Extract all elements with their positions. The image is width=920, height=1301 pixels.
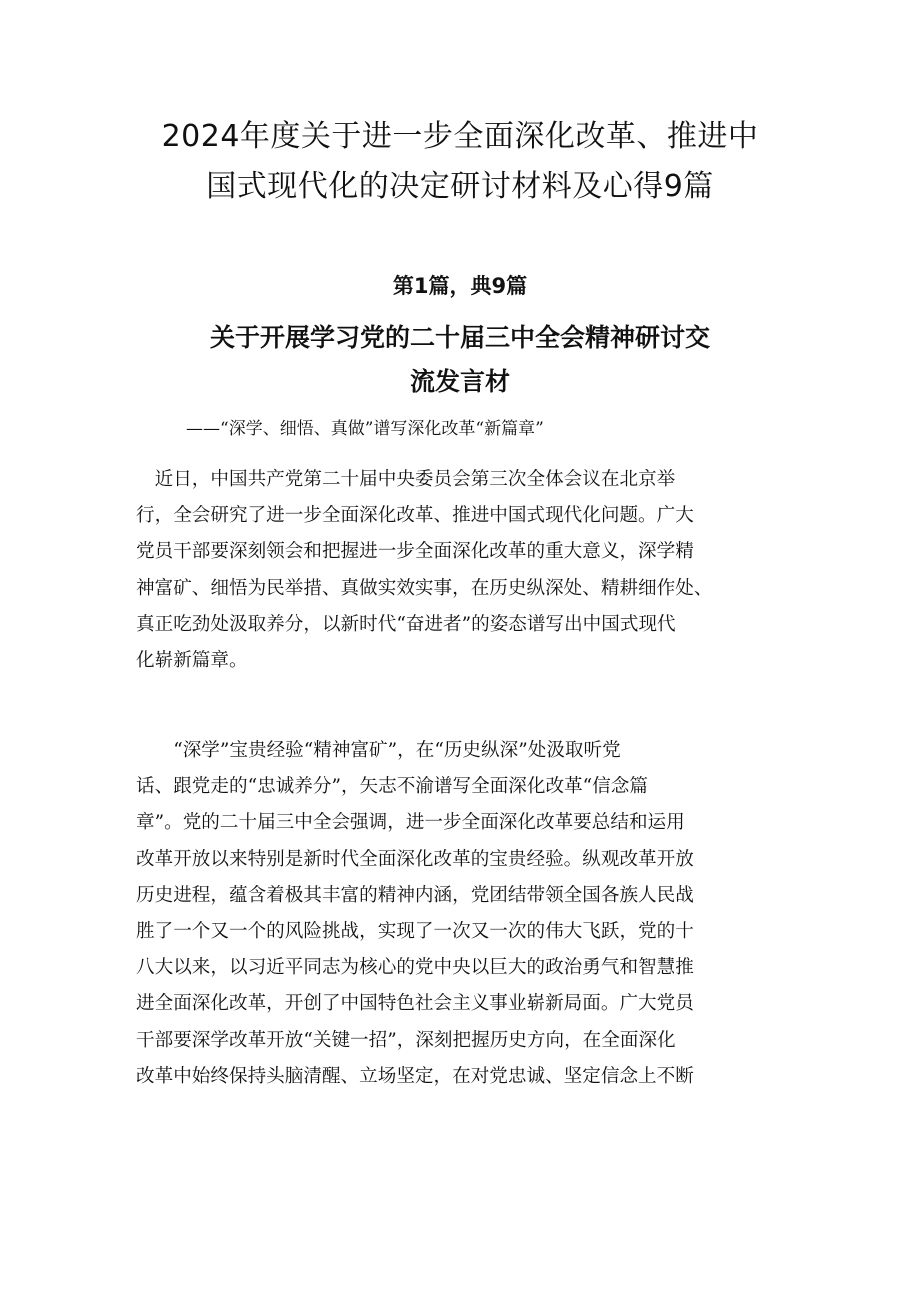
- paragraph-line: 改革中始终保持头脑清醒、立场坚定，在对党忠诚、坚定信念上不断: [136, 1065, 694, 1087]
- body-paragraph: [136, 733, 796, 1095]
- paragraph-line: 历史进程，蕴含着极其丰富的精神内涵，党团结带领全国各族人民战: [136, 884, 694, 906]
- document-title: [100, 112, 820, 212]
- paragraph-line: 胜了一个又一个的风险挑战，实现了一次又一次的伟大飞跃，党的十: [136, 921, 694, 943]
- paragraph-line: 章”。党的二十届三中全会强调，进一步全面深化改革要总结和运用: [136, 812, 685, 834]
- paragraph-line: “深学”宝贵经验“精神富矿”，在“历史纵深”处汲取听党: [136, 740, 621, 761]
- article-subtitle: ——“深学、细悟、真做”谱写深化改革“新篇章”: [186, 419, 544, 439]
- document-title-line: 2024年度关于进一步全面深化改革、推进中: [161, 119, 759, 154]
- paragraph-line: 神富矿、细悟为民举措、真做实效实事，在历史纵深处、精耕细作处、: [136, 577, 713, 599]
- body-paragraph: [136, 462, 796, 679]
- article-title: [130, 316, 790, 404]
- document-title-line: 国式现代化的决定研讨材料及心得9篇: [206, 169, 714, 204]
- paragraph-line: 化崭新篇章。: [136, 650, 248, 672]
- paragraph-line: 八大以来，以习近平同志为核心的党中央以巨大的政治勇气和智慧推: [136, 957, 694, 979]
- paragraph-line: 话、跟党走的“忠诚养分”，矢志不渝谱写全面深化改革“信念篇: [136, 776, 648, 798]
- article-label: 第1篇，典9篇: [392, 274, 528, 298]
- paragraph-line: 改革开放以来特别是新时代全面深化改革的宝贵经验。纵观改革开放: [136, 848, 694, 870]
- paragraph-line: 党员干部要深刻领会和把握进一步全面深化改革的重大意义，深学精: [136, 541, 694, 563]
- paragraph-line: 干部要深学改革开放“关键一招”，深刻把握历史方向，在全面深化: [136, 1029, 676, 1051]
- paragraph-line: 行，全会研究了进一步全面深化改革、推进中国式现代化问题。广大: [136, 505, 694, 527]
- article-title-line: 流发言材: [409, 367, 510, 396]
- paragraph-line: 真正吃劲处汲取养分，以新时代“奋进者”的姿态谱写出中国式现代: [136, 613, 676, 635]
- paragraph-line: 近日，中国共产党第二十届中央委员会第三次全体会议在北京举: [136, 469, 676, 490]
- article-title-line: 关于开展学习党的二十届三中全会精神研讨交: [209, 323, 710, 352]
- paragraph-line: 进全面深化改革，开创了中国特色社会主义事业崭新局面。广大党员: [136, 993, 694, 1015]
